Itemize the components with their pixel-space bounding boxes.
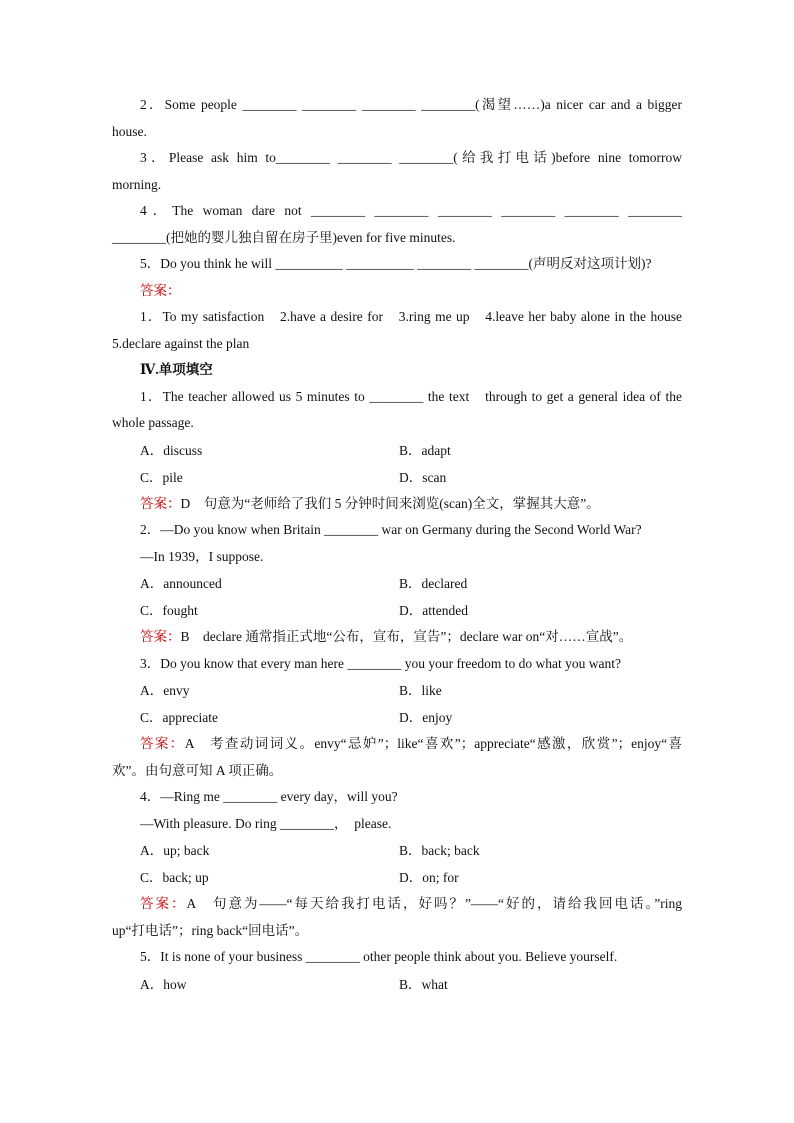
mc-q5-options-row1	[112, 971, 682, 998]
mc-q4-option-c: C．back; up	[140, 870, 209, 885]
mc-q2-option-b: B．declared	[399, 576, 468, 591]
mc-q2-options-row2	[112, 597, 682, 624]
mc-q4-option-b: B．back; back	[399, 843, 480, 858]
q3-line1: 3．Please ask him to________ ________ ________(给我打电话)before nine tomorrow	[140, 150, 682, 165]
mc-q1-line1: 1．The teacher allowed us 5 minutes to ________ the text through to get a general idea of the	[140, 388, 682, 404]
mc-q3-answer	[112, 731, 682, 758]
mc-q4-answer-line2: up“打电话”；ring back“回电话”。	[112, 922, 309, 938]
mc-q1-options-row2	[112, 464, 682, 491]
mc-q3-options-row2	[112, 704, 682, 731]
mc-q1-options-row1	[112, 437, 682, 464]
mc-q5-line1: 5．It is none of your business ________ other people think about you. Believe yourself.	[140, 949, 618, 964]
mc-q1-answer	[112, 491, 682, 518]
mc-q4-option-d: D．on; for	[399, 870, 459, 885]
mc-q4-option-a: A．up; back	[140, 843, 210, 858]
mc-q3-line1: 3．Do you know that every man here ________ you your freedom to do what you want?	[140, 655, 622, 671]
q4-line2: ________(把她的婴儿独自留在房子里)even for five minutes.	[112, 229, 456, 245]
section3-answer-label	[112, 278, 682, 305]
answer-label: 答案：	[140, 736, 185, 751]
mc-q2-line2: —In 1939，I suppose.	[140, 548, 264, 564]
mc-q4-options-row2	[112, 864, 682, 891]
mc-q4-answer-text: A 句意为——“每天给我打电话，好吗？”——“好的，请给我回电话。”ring	[186, 896, 683, 911]
mc-q3-option-a: A．envy	[140, 683, 190, 698]
mc-q2-option-c: C．fought	[140, 603, 198, 618]
mc-q4-line1: 4．—Ring me ________ every day，will you?	[140, 789, 398, 804]
mc-q3-answer-text: A 考查动词词义。envy“忌妒”；like“喜欢”；appreciate“感激，欣赏”；enjoy“喜	[184, 736, 682, 751]
answer-label: 答案：	[140, 896, 187, 911]
mc-q1-option-a: A．discuss	[140, 442, 203, 458]
mc-q1-option-c: C．pile	[140, 469, 183, 485]
mc-q3-option-c: C．appreciate	[140, 710, 218, 725]
mc-q4-options-row1	[112, 837, 682, 864]
mc-q5-option-b: B．what	[399, 976, 448, 992]
mc-q4-line2: —With pleasure. Do ring ________， please.	[140, 815, 392, 831]
document-body	[112, 92, 682, 998]
mc-q3-options-row1	[112, 677, 682, 704]
mc-q2-option-d: D．attended	[399, 603, 468, 618]
answer-label: 答案：	[140, 282, 181, 298]
q3-line2: morning.	[112, 176, 162, 192]
q5-line1: 5．Do you think he will __________ __________ ________ ________(声明反对这项计划)?	[140, 256, 652, 271]
mc-q2-answer	[112, 624, 682, 651]
mc-q2-answer-text: B declare 通常指正式地“公布，宣布，宣告”；declare war on“对……宣战”。	[180, 629, 633, 644]
q2-line2: house.	[112, 123, 147, 139]
mc-q2-options-row1	[112, 570, 682, 597]
mc-q3-option-b: B．like	[399, 683, 442, 698]
mc-q1-option-b: B．adapt	[399, 442, 451, 458]
answer-label: 答案：	[140, 629, 181, 644]
section3-answer-line1: 1．To my satisfaction 2.have a desire for 3.ring me up 4.leave her baby alone in the house	[140, 309, 682, 324]
answer-label: 答案：	[140, 495, 181, 511]
mc-q3-answer-line2: 欢”。由句意可知 A 项正确。	[112, 762, 283, 778]
mc-q2-option-a: A．announced	[140, 576, 222, 591]
q2-line1: 2．Some people ________ ________ ________ ________(渴望……)a nicer car and a bigger	[140, 97, 682, 112]
mc-q4-answer	[112, 891, 682, 918]
mc-q2-line1: 2．—Do you know when Britain ________ war on Germany during the Second World War?	[140, 522, 642, 537]
mc-q1-answer-text: D 句意为“老师给了我们 5 分钟时间来浏览(scan)全文，掌握其大意”。	[180, 495, 600, 511]
section4-heading: Ⅳ.单项填空	[140, 362, 213, 377]
mc-q3-option-d: D．enjoy	[399, 710, 453, 725]
mc-q1-line2: whole passage.	[112, 415, 194, 430]
q4-line1: 4．The woman dare not ________ ________ ________ ________ ________ ________	[140, 203, 682, 218]
mc-q5-option-a: A．how	[140, 976, 187, 992]
mc-q1-option-d: D．scan	[399, 469, 447, 485]
section3-answer-line2: 5.declare against the plan	[112, 335, 250, 351]
